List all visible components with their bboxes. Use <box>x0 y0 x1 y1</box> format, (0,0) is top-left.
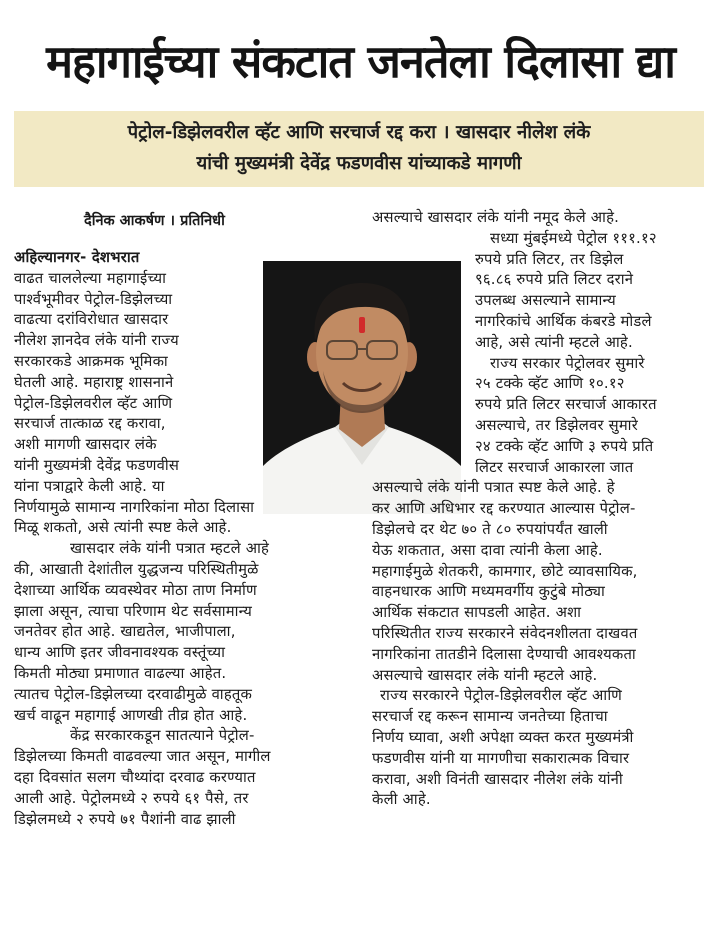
left-column-line: अशी मागणी खासदार लंके <box>14 436 157 454</box>
right-column-line: महागाईमुळे शेतकरी, कामगार, छोटे व्यावसायिक, <box>372 562 638 580</box>
right-column-line: रुपये प्रति लिटर सरचार्ज आकारत <box>475 396 657 414</box>
right-column-line: असल्याचे, तर डिझेलवर सुमारे <box>475 417 638 434</box>
right-column-line: नागरिकांना तातडीने दिलासा देण्याची आवश्यकता <box>372 645 636 663</box>
right-column-line: राज्य सरकार पेट्रोलवर सुमारे <box>490 354 645 372</box>
right-column-line: कर आणि अधिभार रद्द करण्यात आल्यास पेट्रोल- <box>372 500 636 518</box>
right-column-line: वाहनधारक आणि मध्यमवर्गीय कुटुंबे मोठ्या <box>372 583 606 601</box>
left-column-line: मिळू शकतो, असे त्यांनी स्पष्ट केले आहे. <box>14 519 232 537</box>
right-column-line: लिटर सरचार्ज आकारला जात <box>475 458 634 476</box>
left-column-line: झाला असून, त्याचा परिणाम थेट सर्वसामान्य <box>14 602 253 620</box>
left-column-line: खासदार लंके यांनी पत्रात म्हटले आहे <box>70 540 270 558</box>
right-column-line: सध्या मुंबईमध्ये पेट्रोल १११.१२ <box>490 229 657 247</box>
right-column-line: निर्णय घ्यावा, अशी अपेक्षा व्यक्त करत मुख्यमंत्री <box>372 729 634 746</box>
article-headline: महागाईच्या संकटात जनतेला दिलासा द्या <box>46 35 675 88</box>
subheadline-line: पेट्रोल-डिझेलवरील व्हॅट आणि सरचार्ज रद्द करा । खासदार नीलेश लंके <box>127 122 591 143</box>
right-column-line: आहे, असे त्यांनी म्हटले आहे. <box>475 333 633 351</box>
left-column-line: सरकारकडे आक्रमक भूमिका <box>14 353 168 370</box>
left-column-line: दहा दिवसांत सलग चौथ्यांदा दरवाढ करण्यात <box>14 769 256 786</box>
right-column-line: परिस्थितीत राज्य सरकारने संवेदनशीलता दाखवत <box>372 625 638 642</box>
left-column-line: केंद्र सरकारकडून सातत्याने पेट्रोल- <box>70 727 255 745</box>
right-column-line: करावा, अशी विनंती खासदार नीलेश लंके यांनी <box>372 770 623 788</box>
portrait-photo-icon <box>263 261 461 514</box>
portrait-photo <box>263 261 461 514</box>
left-column-line: यांनी मुख्यमंत्री देवेंद्र फडणवीस <box>14 457 180 474</box>
left-column-line: सरचार्ज तात्काळ रद्द करावा, <box>14 415 166 433</box>
right-column-line: असल्याचे लंके यांनी पत्रात स्पष्ट केले आहे. हे <box>372 479 615 497</box>
right-column-line: रुपये प्रति लिटर, तर डिझेल <box>475 250 624 268</box>
left-column-line: पेट्रोल-डिझेलवरील व्हॅट आणि <box>14 394 173 412</box>
left-column-line: डिझेलच्या किमती वाढवल्या जात असून, मागील <box>14 748 271 766</box>
left-column-line: देशाच्या आर्थिक व्यवस्थेवर मोठा ताण निर्माण <box>14 581 257 599</box>
right-column-line: नागरिकांचे आर्थिक कंबरडे मोडले <box>475 313 652 330</box>
left-column-line: डिझेलमध्ये २ रुपये ७१ पैशांनी वाढ झाली <box>14 810 236 828</box>
left-column-line: यांना पत्राद्वारे केली आहे. या <box>14 477 165 495</box>
left-column-line: त्यातच पेट्रोल-डिझेलच्या दरवाढीमुळे वाहतूक <box>14 685 253 703</box>
right-column-line: फडणवीस यांनी या मागणीचा सकारात्मक विचार <box>372 749 630 767</box>
right-column-line: असल्याचे खासदार लंके यांनी म्हटले आहे. <box>372 666 598 684</box>
right-column-line: केली आहे. <box>372 791 431 809</box>
left-column-line: धान्य आणि इतर जीवनावश्यक वस्तूंच्या <box>14 644 226 662</box>
right-column-line: डिझेलचे दर थेट ७० ते ८० रुपयांपर्यंत खाली <box>372 521 608 538</box>
right-column-line: सरचार्ज रद्द करून सामान्य जनतेच्या हिताचा <box>372 708 608 726</box>
subheadline-box <box>14 111 704 187</box>
right-column-line: असल्याचे खासदार लंके यांनी नमूद केले आहे. <box>372 209 620 226</box>
left-column-line: की, आखाती देशांतील युद्धजन्य परिस्थितीमुळे <box>14 561 259 578</box>
left-column-line: जनतेवर होत आहे. खाद्यतेल, भाजीपाला, <box>14 623 236 641</box>
subheadline-line: यांची मुख्यमंत्री देवेंद्र फडणवीस यांच्याकडे मागणी <box>196 153 522 174</box>
right-column-line: राज्य सरकारने पेट्रोल-डिझेलवरील व्हॅट आणि <box>380 687 623 705</box>
left-column-line: घेतली आहे. महाराष्ट्र शासनाने <box>14 373 174 391</box>
right-column-line: २५ टक्के व्हॅट आणि १०.१२ <box>475 375 625 393</box>
left-column-line: वाढत चाललेल्या महागाईच्या <box>14 269 167 287</box>
left-column-line: आली आहे. पेट्रोलमध्ये २ रुपये ६१ पैसे, तर <box>14 789 249 807</box>
left-column-line: निर्णयामुळे सामान्य नागरिकांना मोठा दिलासा <box>14 498 255 516</box>
left-column-line: खर्च वाढून महागाई आणखी तीव्र होत आहे. <box>14 706 248 724</box>
right-column-line: ९६.८६ रुपये प्रति लिटर दराने <box>475 271 634 289</box>
right-column-line: येऊ शकतात, असा दावा त्यांनी केला आहे. <box>372 541 603 559</box>
left-column-line: वाढत्या दरांविरोधात खासदार <box>14 311 169 329</box>
left-column-line: अहिल्यानगर- देशभरात <box>14 249 140 266</box>
left-column-line: पार्श्वभूमीवर पेट्रोल-डिझेलच्या <box>14 290 173 308</box>
left-column-line: किमती मोठ्या प्रमाणात वाढल्या आहेत. <box>14 665 227 682</box>
byline: दैनिक आकर्षण । प्रतिनिधी <box>84 213 225 229</box>
right-column-line: २४ टक्के व्हॅट आणि ३ रुपये प्रति <box>475 437 654 455</box>
right-column-line: आर्थिक संकटात सापडली आहेत. अशा <box>372 604 582 622</box>
right-column-line: उपलब्ध असल्याने सामान्य <box>475 292 616 310</box>
left-column-line: नीलेश ज्ञानदेव लंके यांनी राज्य <box>14 332 179 350</box>
